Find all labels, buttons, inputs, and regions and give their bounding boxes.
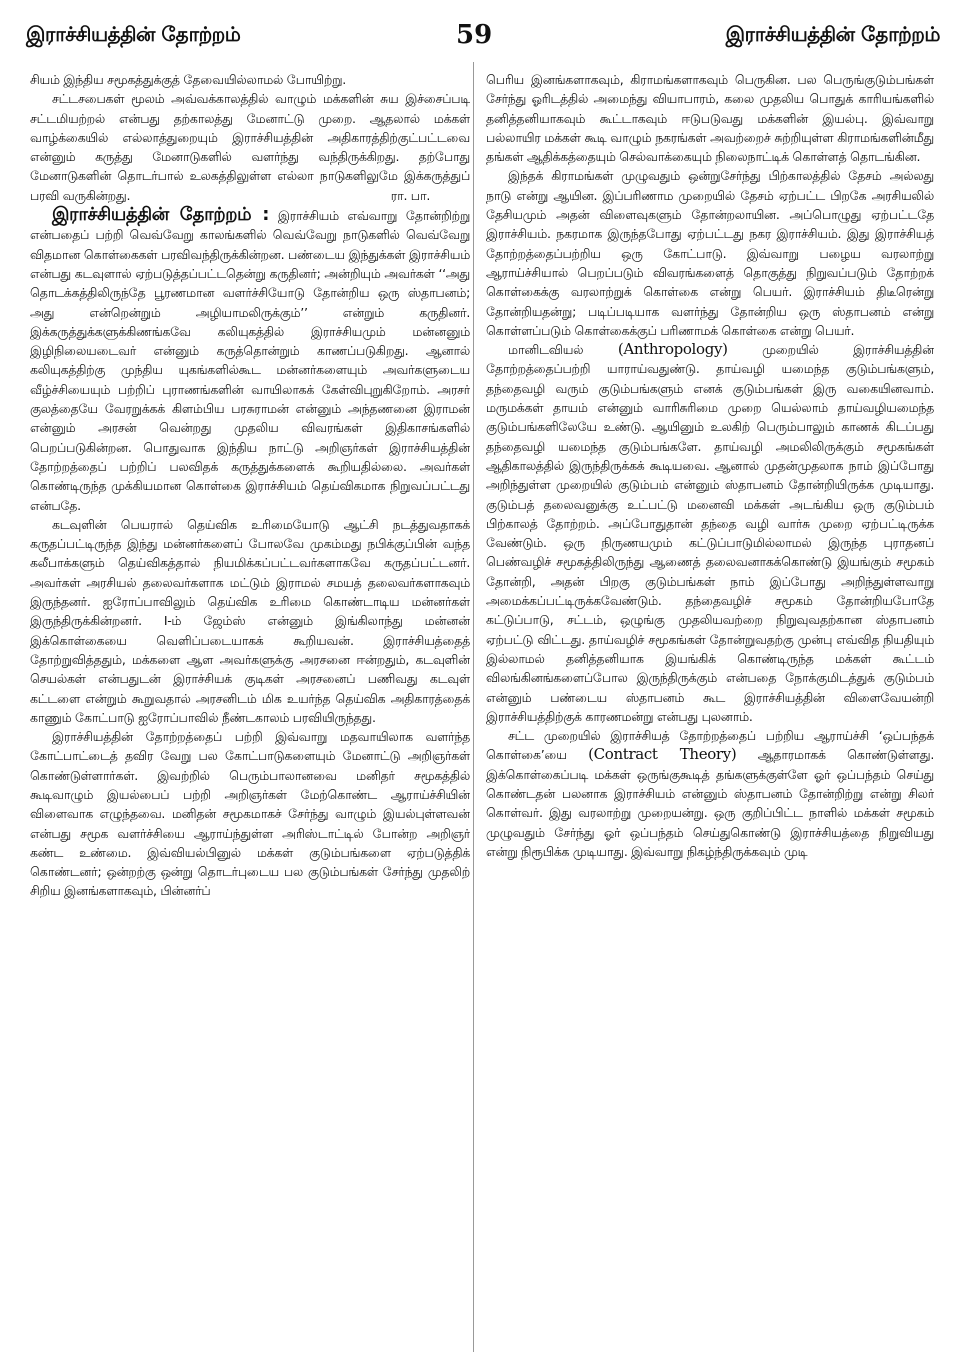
right-paragraph-3-text: முறையில் இராச்சியத்தின் தோற்றத்தைப்பற்றி யாராய்வதுண்டு. தாய்வழி யமைந்த குடும்பங்களும், தந்தைவழி வரும் குடும்பங்களும் எனக் குடும்பங்கள் இரு வகையினவாம். மருமக்கள் தாயம் என்னும் வாரிசுரிமை முறை யெல்லாம் தாய்வழியமைந்த குடும்பங்களிலேயே உண்டு. ஆயினும் உலகிற் பெரும்பாலும் காணக் கிடப்பது தந்தைவழி யமைந்த குடும்பங்களே. தாய்வழி அமலிலிருக்கும் சமூகங்கள் ஆதிகாலத்தில் இருந்திருக்கக் கூடியவை. ஆனால் முதன்முதலாக நாம் இப்போது அறிந்துள்ள முறையில் குடும்பம் என்னும் ஸ்தாபனம் தோன்றியிருக்க முடியாது. குடும்பத் தலைவனுக்கு உட்பட்டு மனைவி மக்கள் அடங்கிய ஒரு குடும்பம் பிற்காலத் தோற்றம். அப்போதுதான் தந்தை வழி வார்சு முறை ஏற்பட்டிருக்க வேண்டும். ஒரு நிருணயமும் கட்டுப்பாடுமில்லாமல் இருந்த புராதனப் பெண்வழிச் சமூகத்திலிருந்து ஆணைத் தலைவனாகக்கொண்டு இயங்கும் சமூகம் தோன்றி, அதன் பிறகு குடும்பங்கள் நாம் இப்போது அறிந்துள்ளவாறு அமைக்கப்பட்டிருக்கவேண்டும். தந்தைவழிச் சமூகம் தோன்றியபோதே கட்டுப்பாடு, சட்டம், ஒழுங்கு முதலியவற்றை நிறுவுவதற்கான ஸ்தாபனம் ஏற்பட்டு விட்டது. தாய்வழிச் சமூகங்கள் தோன்றுவதற்கு முன்பு எவ்வித நியதியும் இல்லாமல் தனித்தனியாக இயங்கிக் கொண்டிருந்த மக்கள் கூட்டம் விலங்கினங்களைப்போல இருந்திருக்கும் என்பதை நோக்குமிடத்துக் குடும்பம் என்னும் பண்டைய ஸ்தாபனம் கூட இராச்சியத்தின் விளைவேயன்றி இராச்சியத்திற்குக் காரணமன்று என்பது புலனாம். [486, 342, 934, 724]
right-paragraph-3-lead: மானிடவியல் [508, 342, 584, 358]
right-paragraph-4-text: ஆதாரமாகக் கொண்டுள்ளது. இக்கொள்கைப்படி மக்கள் ஒருங்குகூடித் தங்களுக்குள்ளே ஓர் ஒப்பந்தம் செய்து கொண்டதன் பலனாக இராச்சியம் என்னும் ஸ்தாபனம் தோன்றிற்று என்று சிலர் கொள்வர். இது வரலாற்று முறையன்று. ஒரு குறிப்பிட்ட நாளில் மக்கள் சமூகம் முழுவதும் சேர்ந்து ஓர் ஒப்பந்தம் செய்துகொண்டு இராச்சியத்தை நிறுவியது என்று நிரூபிக்க முடியாது. இவ்வாறு நிகழ்ந்திருக்கவும் முடி [486, 747, 934, 859]
right-paragraph-1: பெரிய இனங்களாகவும், கிராமங்களாகவும் பெருகின. பல பெருங்குடும்பங்கள் சேர்ந்து ஓரிடத்தில் அமைந்து வியாபாரம், கலை முதலிய பொதுக் காரியங்களில் தனித்தனியாகவும் கூட்டாகவும் ஈடுபடுவது மக்களின் இயல்பு. இவ்வாறு பல்லாயிர மக்கள் கூடி வாழும் நகரங்கள் அவற்றைச் சுற்றியுள்ள கிராமங்களின்மீது தங்கள் ஆதிக்கத்தையும் செல்வாக்கையும் நிலைநாட்டிக் கொள்ளத் தொடங்கின. [486, 72, 934, 165]
left-paragraph-2 [30, 89, 470, 205]
english-term-anthropology: (Anthropology) [617, 340, 728, 359]
right-paragraph-4-lead: சட்ட முறையில் இராச்சியத் தோற்றத்தைப் பற்றிய ஆராய்ச்சி ‘ஒப்பந்தக் கொள்கை’யை [486, 728, 934, 763]
running-title-right: இராச்சியத்தின் தோற்றம் [725, 22, 940, 46]
right-paragraph-3 [486, 340, 934, 726]
author-signature: ரா. பா. [390, 187, 430, 203]
english-term-contract-theory: (Contract Theory) [588, 745, 737, 764]
left-paragraph-3 [30, 205, 470, 515]
left-paragraph-5: இராச்சியத்தின் தோற்றத்தைப் பற்றி இவ்வாறு மதவாயிலாக வளர்ந்த கோட்பாட்டைத் தவிர வேறு பல கோட்பாடுகளையும் மேனாட்டு அறிஞர்கள் கொண்டுள்ளார்கள். இவற்றில் பெரும்பாலானவை மனிதர் சமூகத்தில் கூடிவாழும் இயல்பைப் பற்றி அறிஞர்கள் மேற்கொண்ட ஆராய்ச்சியின் விளைவாக எழுந்தவை. மனிதன் சமூகமாகச் சேர்ந்து வாழும் இயல்புள்ளவன் என்பது சமூக வளர்ச்சியை ஆராய்ந்துள்ள அரிஸ்டாட்டில் போன்ற அறிஞர் கண்ட உண்மை. இவ்வியல்பினுல் மக்கள் குடும்பங்களை ஏற்படுத்திக் கொண்டனர்; ஒன்றற்கு ஒன்று தொடர்புடைய பல குடும்பங்கள் சேர்ந்து முதலிற் சிறிய இனங்களாகவும், பின்னர்ப் [30, 729, 470, 899]
right-paragraph-2: இந்தக் கிராமங்கள் முழுவதும் ஒன்றுசேர்ந்து பிற்காலத்தில் தேசம் அல்லது நாடு என்று ஆயின. இப்பரிணாம முறையில் தேசம் ஏற்பட்ட பிறகே அரசியலில் தேசியமும் அதன் விளைவுகளும் தோன்றலாயின. அப்பொழுது ஏற்பட்டதே இராச்சியம். நகரமாக இருந்தபோது ஏற்பட்டது நகர இராச்சியம். இது இராச்சியத் தோற்றத்தைப்பற்றிய ஒரு கோட்பாடு. இவ்வாறு பழைய வரலாற்று ஆராய்ச்சியால் பெறப்படும் விவரங்களைத் தொகுத்து நிறுவப்படும் தோற்றக் கொள்கைக்கு வரலாற்றுக் கொள்கை என்று பெயர். இராச்சியம் திடீரென்று தோன்றியதன்று; படிப்படியாக வளர்ந்து தோன்றிய ஒரு ஸ்தாபனம் என்று கொள்ளப்படும் கொள்கைக்குப் பரிணாமக் கொள்கை என்று பெயர். [486, 168, 934, 338]
right-paragraph-4 [486, 726, 934, 861]
page-header [26, 22, 940, 58]
running-title-left: இராச்சியத்தின் தோற்றம் [26, 22, 241, 46]
page-number: 59 [456, 20, 493, 50]
column-divider [473, 62, 474, 1352]
left-column [30, 70, 470, 1350]
section-heading: இராச்சியத்தின் தோற்றம் : [52, 204, 270, 226]
right-column [486, 70, 934, 1350]
left-paragraph-2-text: சட்டசபைகள் மூலம் அவ்வக்காலத்தில் வாழும் மக்களின் சுய இச்சைப்படி சட்டமியற்றல் என்பது தற்காலத்து மேனாட்டு முறை. ஆதலால் மக்கள் வாழ்க்கையில் எல்லாத்துறையும் இராச்சியத்தின் அதிகாரத்திற்குட்பட்டவை என்னும் கருத்து மேனாடுகளில் வளர்ந்து வந்திருக்கிறது. தற்போது மேனாடுகளின் தொடர்பால் உலகத்திலுள்ள எல்லா நாடுகளிலுமே இக்கருத்துப் பரவி வருகின்றது. [30, 91, 470, 203]
left-paragraph-3-text: இராச்சியம் எவ்வாறு தோன்றிற்று என்பதைப் பற்றி வெவ்வேறு காலங்களில் வெவ்வேறு நாடுகளில் வெவ்வேறு விதமான கொள்கைகள் பரவிவந்திருக்கின்றன. பண்டைய இந்துக்கள் இராச்சியம் என்பது கடவுளால் ஏற்படுத்தப்பட்டதென்று கருதினர்; அன்றியும் அவர்கள் ‘‘அது தொடக்கத்திலிருந்தே பூரணமான வளர்ச்சியோடு தோன்றிய ஒரு ஸ்தாபனம்; அது என்றென்றும் அழியாமலிருக்கும்’’ என்றும் கருதினர். இக்கருத்துக்களுக்கிணங்கவே கலியுகத்தில் இராச்சியமும் மன்னனும் இழிநிலையடைவர் என்னும் கருத்தொன்றும் காணப்படுகிறது. ஆனால் கலியுகத்திற்கு முந்திய யுகங்களில்கூட மன்னர்களையும் அவர்களுடைய வீழ்ச்சியையும் பற்றிப் புராணங்களின் வாயிலாகக் கேள்விபுறுகிறோம். அரசர் குலத்தையே வேரறுக்கக் கிளம்பிய பரசுராமன் என்னும் அந்தணனை இராமன் என்னும் அரசன் வென்றது முதலிய விவரங்கள் இதிகாசங்களில் பெறப்படுகின்றன. பொதுவாக இந்திய நாட்டு அறிஞர்கள் இராச்சியத்தின் தோற்றத்தைப் பற்றிப் பலவிதக் கருத்துக்களைக் கூறியதில்லை. அவர்கள் கொண்டிருந்த முக்கியமான கொள்கை இராச்சியம் தெய்விகமாக நிறுவப்பட்டது என்பதே. [30, 208, 470, 513]
left-paragraph-1: சியம் இந்திய சமூகத்துக்குத் தேவையில்லாமல் போயிற்று. [30, 72, 346, 87]
left-paragraph-4: கடவுளின் பெயரால் தெய்விக உரிமையோடு ஆட்சி நடத்துவதாகக் கருதப்பட்டிருந்த இந்து மன்னர்களைப் போலவே முகம்மது நபிக்குப்பின் வந்த கலீபாக்களும் தெய்விகத்தால் நியமிக்கப்பட்டவர்களாகவே கருதப்பட்டனர். அவர்கள் அரசியல் தலைவர்களாக மட்டும் இராமல் சமயத் தலைவர்களாகவும் இருந்தனர். ஐரோப்பாவிலும் தெய்விக உரிமை கொண்டாடிய மன்னர்கள் இருந்திருக்கின்றனர். I-ம் ஜேம்ஸ் என்னும் இங்கிலாந்து மன்னன் இக்கொள்கையை வெளிப்படையாகக் கூறியவன். இராச்சியத்தைத் தோற்றுவித்ததும், மக்களை ஆள அவர்களுக்கு அரசனை ஈன்றதும், கடவுளின் செயல்கள் என்பதுடன் இராச்சியக் குடிகள் அரசனைப் பணிவது கடவுள் கட்டளை என்றும் கூறுவதால் அரசனிடம் மிக உயர்ந்த தெய்விக அதிகாரத்தைக் காணும் கோட்பாடு ஐரோப்பாவில் நீண்டகாலம் பரவியிருந்தது. [30, 516, 470, 725]
